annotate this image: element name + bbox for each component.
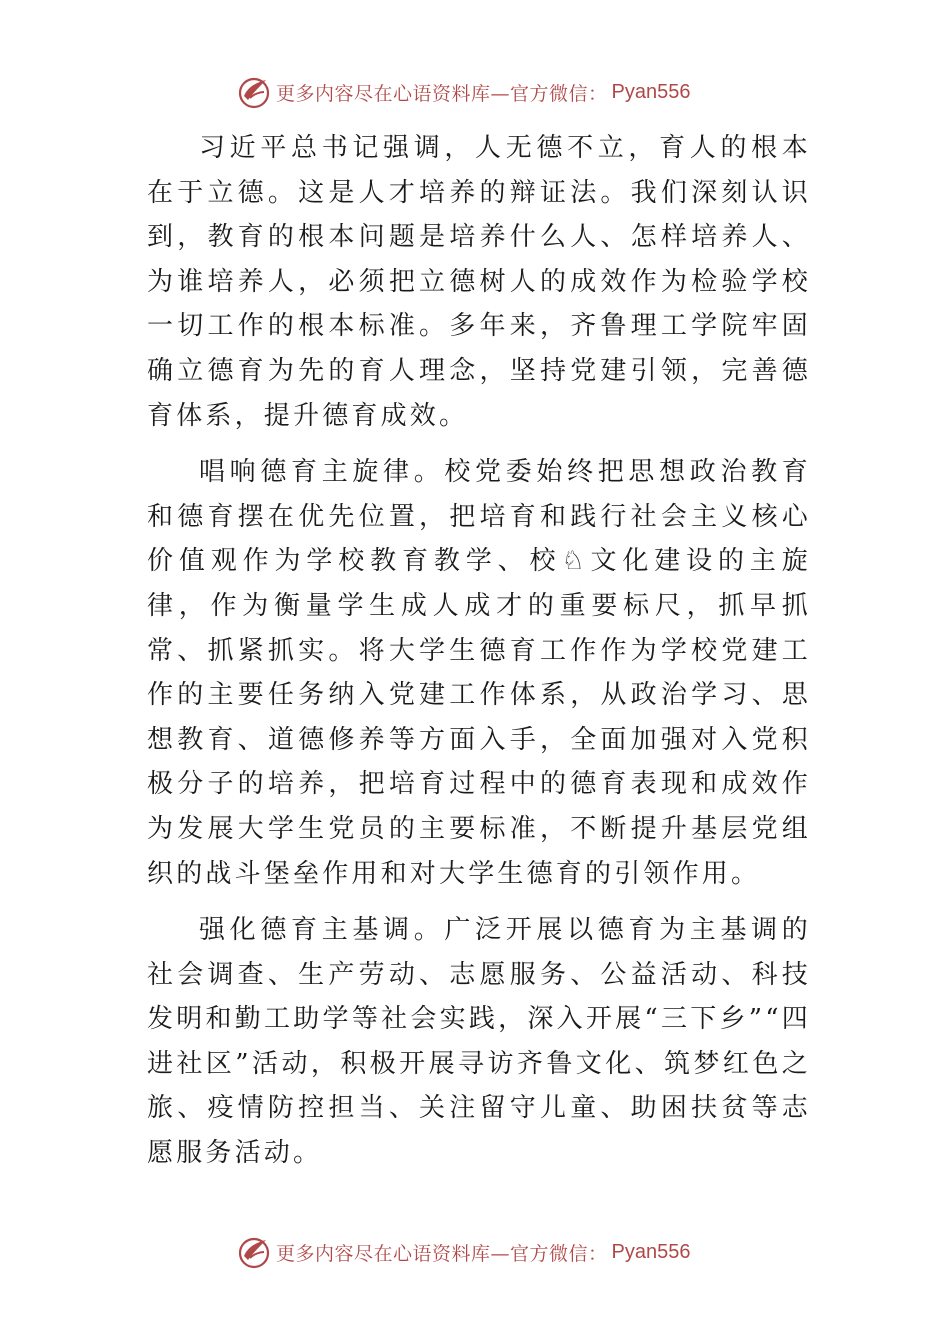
brand-logo-icon (236, 1234, 272, 1270)
banner-text: 更多内容尽在心语资料库—官方微信： (276, 1242, 608, 1265)
paragraph-main-tone: 强化德育主基调。广泛开展以德育为主基调的社会调查、生产劳动、志愿服务、公益活动、科技发明和勤工助学等社会实践，深入开展“三下乡”“四进社区”活动，积极开展寻访齐鲁文化、筑梦红色之旅、疫情防控担当、关注留守儿童、助困扶贫等志愿服务活动。 (147, 915, 811, 1169)
paragraph-main-melody: 唱响德育主旋律。校党委始终把思想政治教育和德育摆在优先位置，把培育和践行社会主义核心价值观作为学校教育教学、校♘文化建设的主旋律，作为衡量学生成人成才的重要标尺，抓早抓常、抓紧抓实。将大学生德育工作作为学校党建工作的主要任务纳入党建工作体系，从政治学习、思想教育、道德修养等方面入手，全面加强对入党积极分子的培养，把培育过程中的德育表现和成效作为发展大学生党员的主要标准，不断提升基层党组织的战斗堡垒作用和对大学生德育的引领作用。 (147, 457, 811, 889)
banner-text: 更多内容尽在心语资料库—官方微信： (276, 82, 608, 105)
paragraph-intro: 习近平总书记强调，人无德不立，育人的根本在于立德。这是人才培养的辩证法。我们深刻认识到，教育的根本问题是培养什么人、怎样培养人、为谁培养人，必须把立德树人的成效作为检验学校一切工作的根本标准。多年来，齐鲁理工学院牢固确立德育为先的育人理念，坚持党建引领，完善德育体系，提升德育成效。 (147, 133, 811, 431)
brand-logo-icon (236, 74, 272, 110)
footer-banner (236, 1232, 756, 1272)
banner-wechat-id: Pyan556 (611, 80, 691, 103)
banner-wechat-id: Pyan556 (611, 1240, 691, 1263)
article-body (147, 126, 811, 1188)
header-banner (236, 72, 756, 112)
